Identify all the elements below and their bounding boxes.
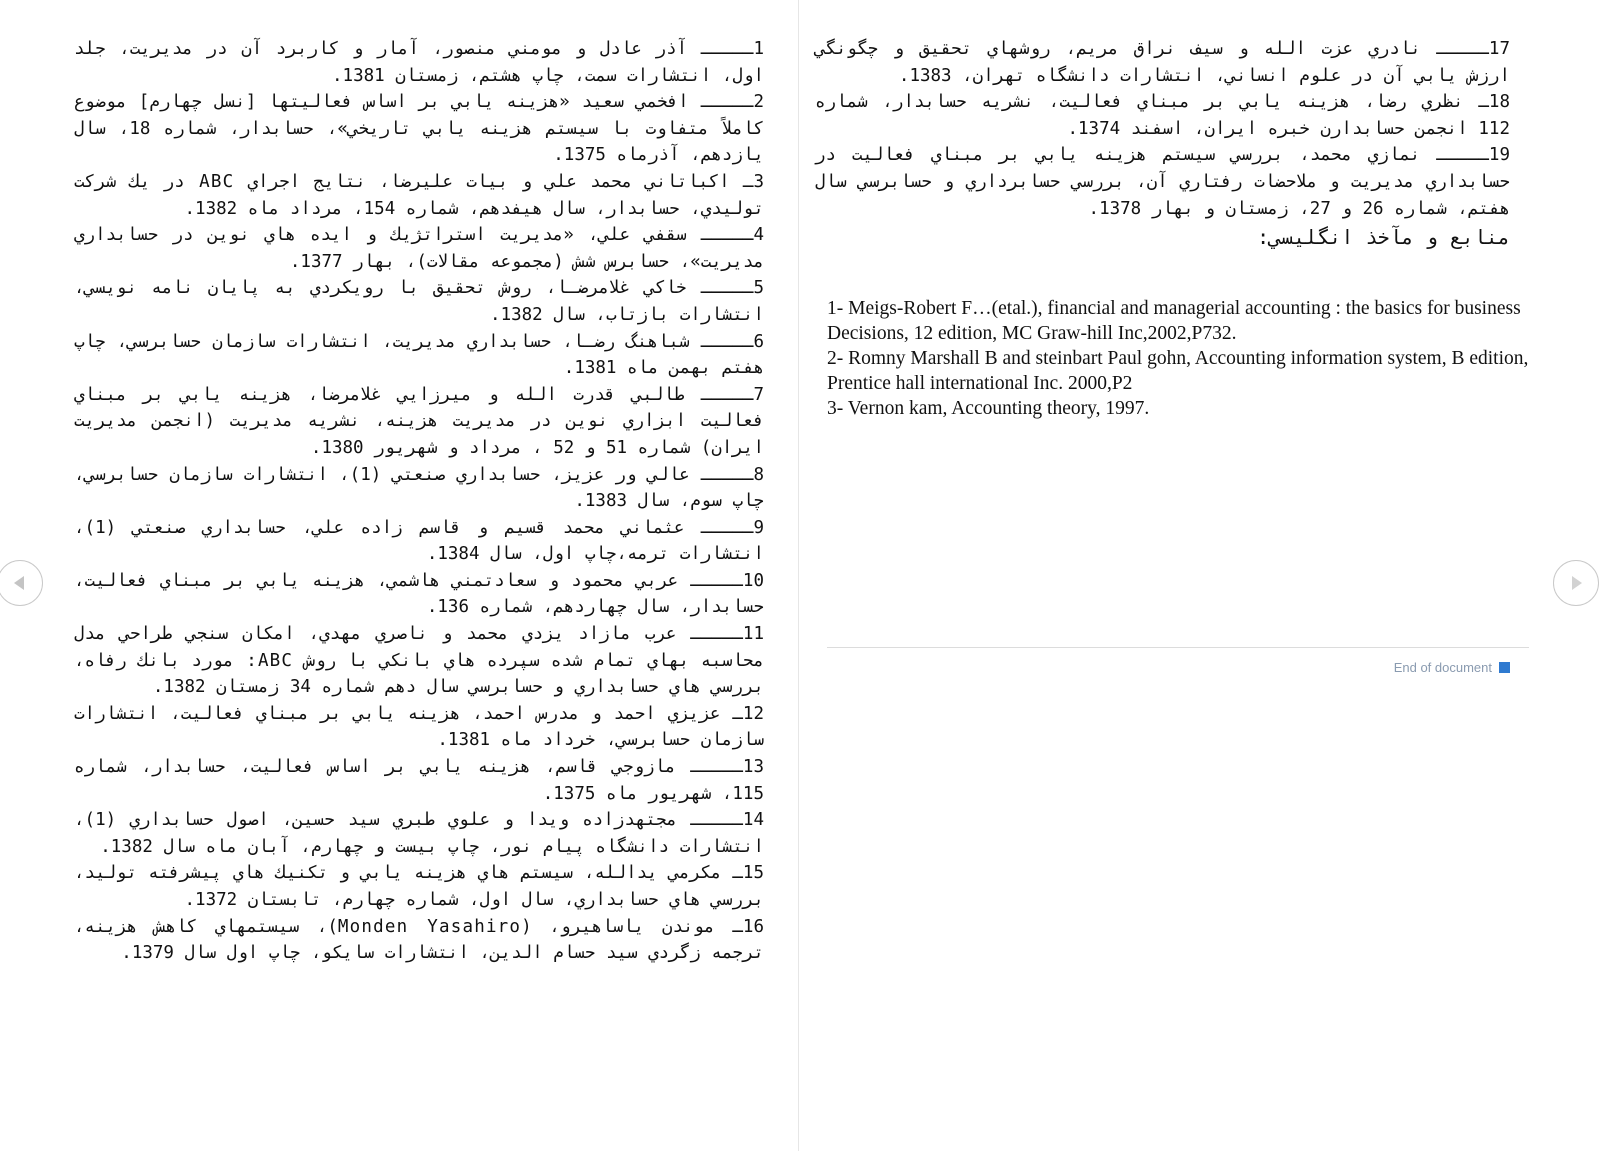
english-reference-entry: 2- Romny Marshall B and steinbart Paul gohn, Accounting information system, B edition, Prentice hall international Inc. 2000,P2 (827, 348, 1529, 394)
reference-entry: 18ـ نظري رضا، هزينه يابي بر مبناي فعاليت، نشريه حسابدار، شماره 112 انجمن حسابدارن خبره ايران، اسفند 1374. (815, 92, 1510, 139)
end-of-document-label: End of document (1393, 660, 1492, 675)
end-of-document-marker (1394, 660, 1510, 675)
reference-entry: 11ـــــ عرب مازاد يزدي محمد و ناصري مهدي، امكان سنجي طراحي مدل محاسبه بهاي تمام شده سپرده هاي بانكي با روش ABC: مورد بانك رفاه، بررسي هاي حسابداري و حسابرسي سال دهم شماره 34 زمستان 1382. (74, 624, 764, 698)
reference-entry: 15ـ مكرمي يدالله، سيستم هاي هزينه يابي و تكنيك هاي پيشرفته توليد، بررسي هاي حسابداري، سال اول، شماره چهارم، تابستان 1372. (74, 863, 764, 910)
reference-entry: 17ـــــ نادري عزت الله و سيف نراق مريم، روشهاي تحقيق و چگونگي ارزش يابي آن در علوم انساني، انتشارات دانشگاه تهران، 1383. (815, 39, 1510, 86)
section-heading: منابع و مآخذ انگليسي: (1257, 225, 1510, 250)
reference-entry: 4ـــــ سقفي علي، «مديريت استراتژيك و ايده هاي نوين در حسابداري مديريت»، حسابرس شش (مجموعه مقالات)، بهار 1377. (74, 225, 764, 272)
reference-entry: 12ـ عزيزي احمد و مدرس احمد، هزينه يابي بر مبناي فعاليت، انتشارات سازمان حسابرسي، خرداد ماه 1381. (74, 703, 764, 751)
reference-entry: 19ـــــ نمازي محمد، بررسي سيستم هزينه يابي بر مبناي فعاليت در حسابداري مديريت و ملاحضات رفتاري آن، بررسي حسابرداري و حسابرسي سال هفتم، شماره 26 و 27، زمستان و بهار 1378. (815, 145, 1510, 219)
reference-entry: 6ـــــ شباهنگ رضـا، حسابداري مديريت، انتشارات سازمان حسابرسي، چاپ هفتم بهمن ماه 1381. (74, 331, 764, 379)
previous-page-button[interactable] (0, 560, 43, 606)
end-divider (827, 647, 1529, 648)
reference-entry: 10ـــــ عربي محمود و سعادتمني هاشمي، هزينه يابي بر مبناي فعاليت، حسابدار، سال چهاردهم، شماره 136. (74, 570, 764, 618)
end-square-icon (1499, 662, 1510, 673)
reference-entry: 7ـــــ طالبي قدرت الله و ميرزايي غلامرضا، هزينه يابي بر مبناي فعاليت ابزاري نوين در مديريت هزينه، نشريه مديريت (انجمن مديريت ايران) شماره 51 و 52 ، مرداد و شهريور 1380. (74, 384, 764, 458)
reference-entry: 1ـــــ آذر عادل و مومني منصور، آمار و كاربرد آن در مديريت، جلد اول، انتشارات سمت، چاپ هشتم، زمستان 1381. (74, 39, 764, 86)
reference-entry: 9ـــــ عثماني محمد قسيم و قاسم زاده علي، حسابداري صنعتي (1)، انتشارات ترمه،چاپ اول، سال 1384. (74, 517, 764, 565)
chevron-right-icon (1567, 574, 1585, 592)
reference-entry: 16ـ موندن ياساهيرو، (Monden Yasahiro)، سيستمهاي كاهش هزينه، ترجمه زگردي سيد حسام الدين، انتشارات سايكو، چاپ اول سال 1379. (74, 916, 764, 964)
reference-entry: 8ـــــ عالي ور عزيز، حسابداري صنعتي (1)، انتشارات سازمان حسابرسي، چاپ سوم، سال 1383. (74, 464, 764, 512)
reference-entry: 3ـ اكباتاني محمد علي و بيات عليرضا، نتايج اجراي ABC در يك شركت توليدي، حسابدار، سال هيفدهم، شماره 154، مرداد ماه 1382. (74, 171, 764, 219)
persian-reference-list (815, 36, 1510, 251)
reference-entry: 2ـــــ افخمي سعيد «هزينه يابي بر اساس فعاليتها [نسل چهارم] موضوع كاملاً متفاوت با سيستم هزينه يابي تاريخي»، حسابدار، شماره 18، سال يازدهم، آذرماه 1375. (74, 92, 764, 166)
reference-entry: 5ـــــ خاكي غلامرضـا، روش تحقيق با رويكردي به پايان نامه نويسي، انتشارات بازتاب، سال 1382. (74, 278, 764, 325)
left-page (40, 30, 798, 1140)
english-reference-list (827, 297, 1529, 423)
right-page (800, 30, 1540, 1140)
persian-reference-list (74, 36, 764, 967)
english-reference-entry: 3- Vernon kam, Accounting theory, 1997. (827, 398, 1150, 419)
reference-entry: 13ـــــ مازوجي قاسم، هزينه يابي بر اساس فعاليت، حسابدار، شماره 115، شهريور ماه 1375. (74, 757, 764, 804)
next-page-button[interactable] (1553, 560, 1599, 606)
reference-entry: 14ـــــ مجتهدزاده ويدا و علوي طبري سيد حسين، اصول حسابداري (1)، انتشارات دانشگاه پيام نور، چاپ بيست و چهارم، آبان ماه سال 1382. (74, 810, 764, 857)
chevron-left-icon (11, 574, 29, 592)
english-reference-entry: 1- Meigs-Robert F…(etal.), financial and managerial accounting : the basics for business Decisions, 12 edition, MC Graw-hill Inc,2002,P732. (827, 298, 1521, 344)
page-divider (798, 0, 799, 1151)
